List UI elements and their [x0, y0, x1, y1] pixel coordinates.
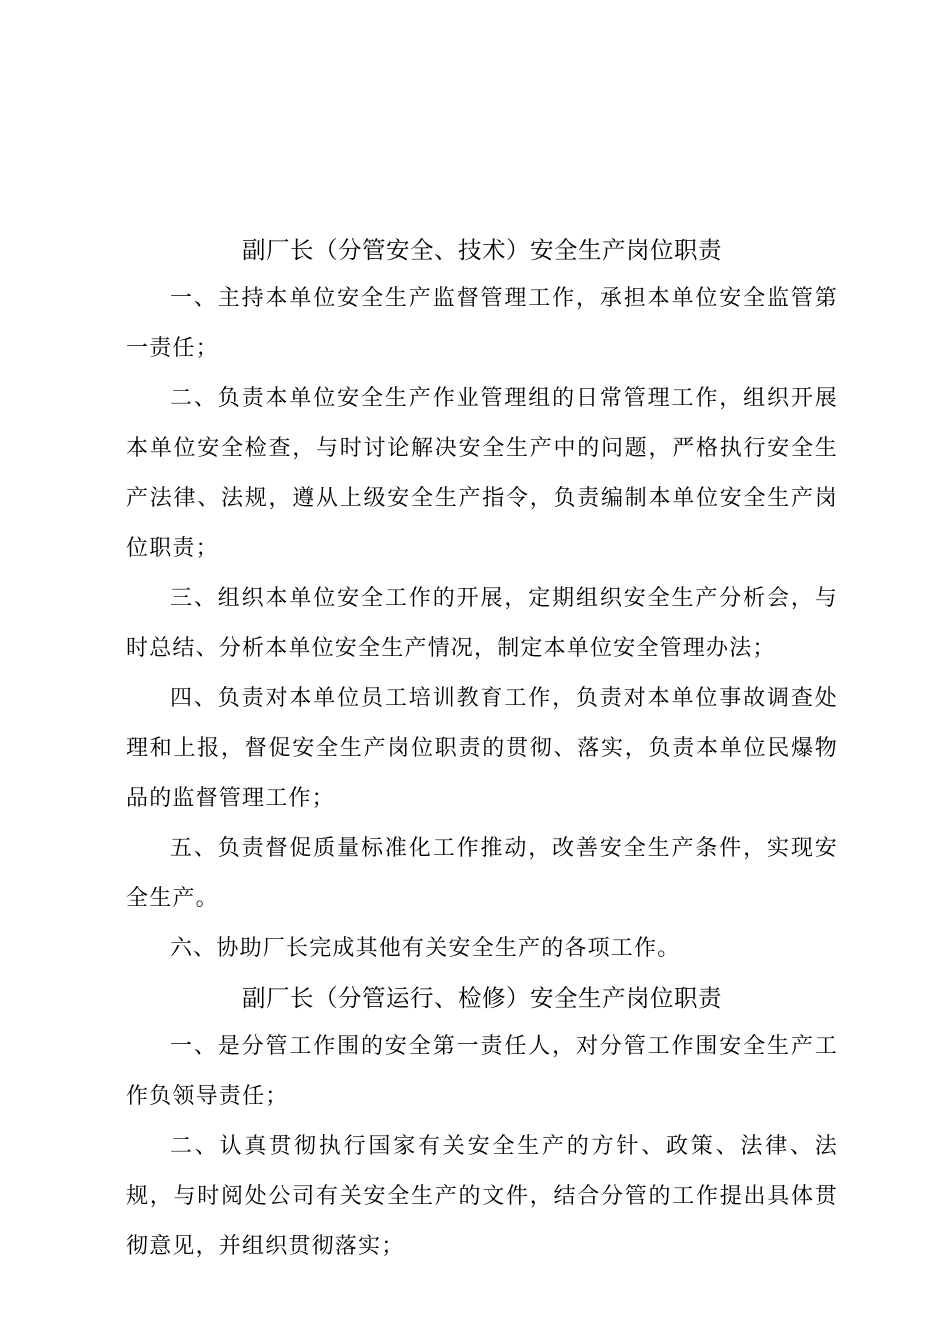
- duty-item: 一、是分管工作围的安全第一责任人，对分管工作围安全生产工作负领导责任；: [126, 1034, 838, 1109]
- document-page: [126, 226, 838, 1272]
- duty-item: 一、主持本单位安全生产监督管理工作，承担本单位安全监管第一责任；: [126, 286, 838, 361]
- section-title-operation-maintenance: 副厂长（分管运行、检修）安全生产岗位职责: [242, 984, 722, 1012]
- section-title-safety-technology: 副厂长（分管安全、技术）安全生产岗位职责: [242, 236, 722, 264]
- duty-item: 二、负责本单位安全生产作业管理组的日常管理工作，组织开展本单位安全检查，与时讨论解决安全生产中的问题，严格执行安全生产法律、法规，遵从上级安全生产指令，负责编制本单位安全生产岗位职责；: [126, 386, 838, 561]
- duty-item: 四、负责对本单位员工培训教育工作，负责对本单位事故调查处理和上报，督促安全生产岗位职责的贯彻、落实，负责本单位民爆物品的监督管理工作；: [126, 686, 838, 811]
- duty-item: 三、组织本单位安全工作的开展，定期组织安全生产分析会，与时总结、分析本单位安全生产情况，制定本单位安全管理办法；: [126, 586, 838, 661]
- duty-item: 五、负责督促质量标准化工作推动，改善安全生产条件，实现安全生产。: [126, 836, 838, 911]
- duty-item: 二、认真贯彻执行国家有关安全生产的方针、政策、法律、法规，与时阅处公司有关安全生产的文件，结合分管的工作提出具体贯彻意见，并组织贯彻落实；: [126, 1134, 838, 1259]
- duty-item: 六、协助厂长完成其他有关安全生产的各项工作。: [170, 936, 681, 961]
